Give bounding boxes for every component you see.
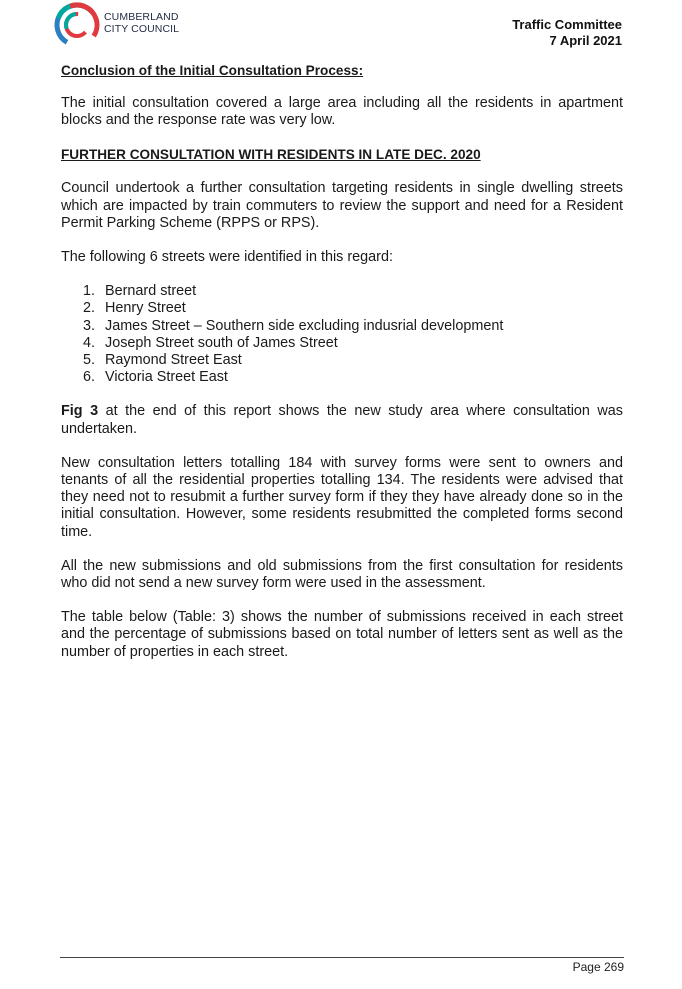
submissions-paragraph: All the new submissions and old submissions from the first consultation for residents who did not send a new survey form were used in the assessment. <box>61 557 623 592</box>
report-body <box>61 62 623 661</box>
further-consultation-heading: FURTHER CONSULTATION WITH RESIDENTS IN LATE DEC. 2020 <box>61 147 481 163</box>
list-item: 1. Bernard street <box>83 283 197 300</box>
letters-paragraph: New consultation letters totalling 184 with survey forms were sent to owners and tenants of all the residential properties totalling 134. The residents were advised that they need not to resubmit a further survey form if they they have already done so in the initial consultation. However, some residents resubmitted the completed forms second time. <box>61 454 623 540</box>
fig-reference-paragraph <box>61 403 623 437</box>
list-item: 5. Raymond Street East <box>83 352 242 369</box>
committee-name: Traffic Committee <box>512 17 622 32</box>
document-header <box>512 17 622 49</box>
page-number: Page 269 <box>572 960 624 974</box>
list-item: 4. Joseph Street south of James Street <box>83 334 338 351</box>
streets-list <box>61 283 623 386</box>
fig-reference-text: at the end of this report shows the new study area where consultation was undertaken. <box>61 403 623 437</box>
meeting-date: 7 April 2021 <box>549 33 622 48</box>
fig-reference-bold: Fig 3 <box>61 403 99 420</box>
council-logo-icon <box>52 0 102 50</box>
streets-intro: The following 6 streets were identified in this regard: <box>61 249 393 266</box>
conclusion-heading: Conclusion of the Initial Consultation Process: <box>61 63 364 78</box>
further-consultation-paragraph: Council undertook a further consultation targeting residents in single dwelling streets which are impacted by train commuters to review the support and need for a Resident Permit Parking Scheme (RPPS or RPS). <box>61 180 623 231</box>
org-name-line1: CUMBERLAND <box>104 11 179 23</box>
list-item: 2. Henry Street <box>83 300 186 317</box>
list-item: 3. James Street – Southern side excluding indusrial development <box>83 317 504 334</box>
org-name-line2: CITY COUNCIL <box>104 23 180 35</box>
footer-divider <box>60 957 624 958</box>
council-logo-text <box>104 11 179 35</box>
table-intro-paragraph: The table below (Table: 3) shows the number of submissions received in each street and the percentage of submissions based on total number of letters sent as well as the number of properties in each street. <box>61 609 623 660</box>
conclusion-paragraph: The initial consultation covered a large area including all the residents in apartment blocks and the response rate was very low. <box>61 95 623 129</box>
list-item: 6. Victoria Street East <box>83 369 228 386</box>
